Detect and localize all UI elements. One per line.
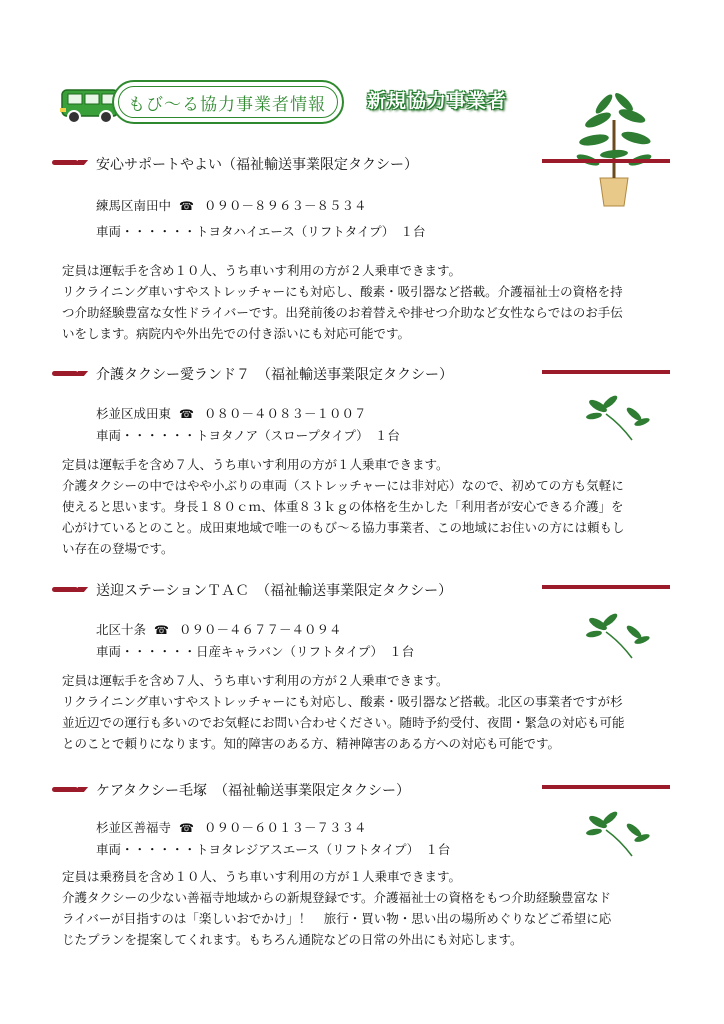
leaf-icon [586,612,650,660]
leaf-icon [586,394,650,442]
section-description [62,260,662,344]
vehicle-info: 車両・・・・・・トヨタレジアスエース（リフトタイプ） １台 [96,842,451,857]
contact-line [96,620,341,638]
desc-line: いをします。病院内や外出先での付き添いにも対応可能です。 [62,326,411,341]
phone-icon: ☎ [179,407,194,421]
phone-icon: ☎ [179,821,194,835]
desc-line: 介護タクシーの中ではやや小ぶりの車両（ストレッチャーには非対応）なので、初めての方も気軽に [62,478,624,493]
section-description [62,454,662,559]
address: 杉並区善福寺 [96,820,172,835]
section-marker [52,787,78,792]
desc-line: リクライニング車いすやストレッチャーにも対応し、酸素・吸引器など搭載。介護福祉士の資格を持 [62,284,623,299]
phone-number: ０９０－４６７７－４０９４ [178,622,342,637]
section-title: ケアタクシー毛塚 （福祉輸送事業限定タクシー） [96,783,411,799]
section-rule [542,370,670,374]
desc-line: ライバーが目指すのは「楽しいおでかけ」！ 旅行・買い物・思い出の場所めぐりなどご希望に応 [62,911,612,926]
address: 北区十条 [96,622,147,637]
page-title: もび～る協力事業者情報 [128,95,326,115]
desc-line: つ介助経験豊富な女性ドライバーです。出発前後のお着替えや排せつ介助など女性ならではのお手伝 [62,305,623,320]
desc-line: リクライニング車いすやストレッチャーにも対応し、酸素・吸引器など搭載。北区の事業者ですが杉 [62,694,623,709]
desc-line: とのことで頼りになります。知的障害のある方、精神障害のある方への対応も可能です。 [62,736,561,751]
contact-line [96,404,366,422]
phone-number: ０９０－６０１３－７３３４ [203,820,367,835]
desc-line: 定員は運転手を含め７人、うち車いす利用の方が２人乗車できます。 [62,673,449,688]
phone-icon: ☎ [154,623,169,637]
vehicle-info: 車両・・・・・・日産キャラバン（リフトタイプ） １台 [96,644,415,659]
vehicle-info: 車両・・・・・・トヨタノア（スロープタイプ） １台 [96,428,400,443]
phone-number: ０９０－８９６３－８５３４ [203,198,367,213]
desc-line: 心がけているとのこと。成田東地域で唯一のもび～る協力事業者、この地域にお住いの方には頼もし [62,520,625,535]
desc-line: 定員は乗務員を含め１０人、うち車いす利用の方が１人乗車できます。 [62,869,462,884]
section-marker [52,587,78,592]
section-description [62,670,662,754]
desc-line: 介護タクシーの少ない善福寺地域からの新規登録です。介護福祉士の資格をもつ介助経験豊富なド [62,890,612,905]
potted-plant-icon [574,90,654,210]
desc-line: 並近辺での運行も多いのでお気軽にお問い合わせください。随時予約受付、夜間・緊急の対応も可能 [62,715,625,730]
desc-line: 定員は運転手を含め１０人、うち車いす利用の方が２人乗車できます。 [62,263,462,278]
new-partners-badge: 新規協力事業者 [367,90,508,112]
phone-number: ０８０－４０８３－１００７ [203,406,367,421]
vehicle-info: 車両・・・・・・トヨタハイエース（リフトタイプ） １台 [96,224,426,239]
section-title: 送迎ステーションＴＡＣ （福祉輸送事業限定タクシー） [96,583,453,599]
desc-line: 使えると思います。身長１８０ｃｍ、体重８３ｋｇの体格を生かした「利用者が安心できる介護」を [62,499,624,514]
section-rule [542,585,670,589]
section-rule [542,785,670,789]
phone-icon: ☎ [179,199,194,213]
desc-line: い存在の登場です。 [62,541,174,556]
section-description [62,866,662,950]
address: 練馬区南田中 [96,198,172,213]
section-title: 介護タクシー愛ランド７ （福祉輸送事業限定タクシー） [96,367,453,383]
desc-line: 定員は運転手を含め７人、うち車いす利用の方が１人乗車できます。 [62,457,449,472]
section-title: 安心サポートやよい（福祉輸送事業限定タクシー） [96,157,418,173]
desc-line: じたプランを提案してくれます。もちろん通院などの日常の外出にも対応します。 [62,932,523,947]
section-marker [52,160,78,165]
section-marker [52,371,78,376]
address: 杉並区成田東 [96,406,172,421]
leaf-icon [586,810,650,858]
contact-line [96,818,366,836]
contact-line [96,196,366,214]
section-rule [542,159,670,163]
